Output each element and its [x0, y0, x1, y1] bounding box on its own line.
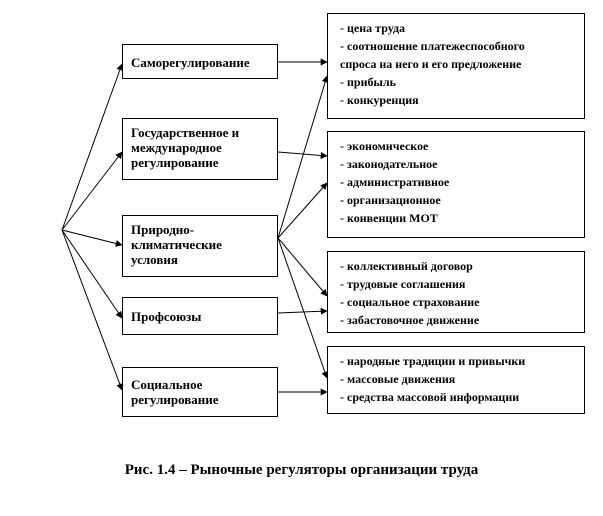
box-label: регулирование	[131, 392, 219, 407]
list-item: - конкуренция	[340, 93, 419, 107]
box-label: Саморегулирование	[131, 55, 250, 70]
arrow-origin-to-social	[62, 230, 122, 390]
box-samoregulirovanie	[122, 44, 278, 79]
arrow-origin-to-samoreg	[62, 64, 122, 230]
arrow-prirod-to-box4	[278, 238, 327, 378]
list-item: - законодательное	[340, 157, 438, 171]
box-label: условия	[131, 252, 178, 267]
list-item: - трудовые соглашения	[340, 277, 466, 291]
list-item: - прибыль	[340, 75, 396, 89]
box-label: климатические	[131, 237, 222, 252]
list-item: - средства массовой информации	[340, 390, 520, 404]
arrow-prirod-to-box3	[278, 238, 327, 296]
box-socialnoe-regulirovanie	[122, 367, 278, 417]
box-gosudarstvennoe-regulirovanie	[122, 118, 278, 180]
list-item: - конвенции МОТ	[340, 211, 438, 225]
list-item: - экономическое	[340, 139, 429, 153]
figure-caption: Рис. 1.4 – Рыночные регуляторы организации труда	[124, 462, 479, 478]
list-item: - народные традиции и привычки	[340, 354, 526, 368]
list-item: спроса на него и его предложение	[340, 57, 522, 71]
list-item: - организационное	[340, 193, 441, 207]
box-label: регулирование	[131, 155, 219, 170]
list-item: - коллективный договор	[340, 259, 473, 273]
list-item: - соотношение платежеспособного	[340, 39, 525, 53]
box-profsoyuzy	[122, 297, 278, 335]
box-label: Профсоюзы	[131, 309, 202, 324]
arrow-origin-to-gos	[62, 152, 122, 230]
arrow-profsouz-to-box3	[278, 311, 327, 313]
box-factors-regulation	[327, 131, 585, 238]
box-label: Социальное	[131, 377, 203, 392]
list-item: - цена труда	[340, 21, 406, 35]
box-prirodno-klimaticheskie	[122, 215, 278, 277]
arrow-prirod-to-box2	[278, 183, 327, 238]
box-label: Природно-	[131, 222, 195, 237]
list-item: - социальное страхование	[340, 295, 480, 309]
arrow-prirod-to-box1	[278, 76, 327, 238]
box-factors-unions	[327, 251, 585, 333]
list-item: - административное	[340, 175, 450, 189]
box-factors-social	[327, 346, 585, 414]
list-item: - массовые движения	[340, 372, 456, 386]
box-factors-market	[327, 13, 585, 119]
box-label: Государственное и	[131, 125, 240, 140]
list-item: - забастовочное движение	[340, 313, 480, 327]
box-label: международное	[131, 140, 222, 155]
